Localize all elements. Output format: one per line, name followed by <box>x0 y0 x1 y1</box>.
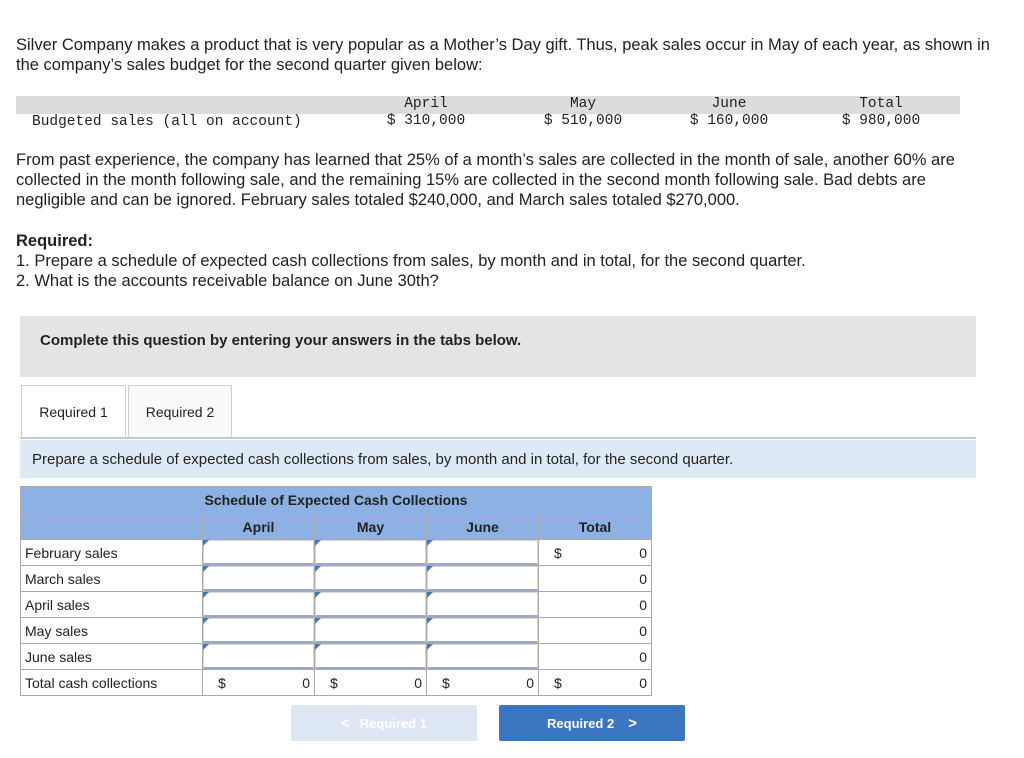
march-april-cell <box>203 566 315 592</box>
collection-pattern-text <box>16 150 1024 210</box>
february-june-cell <box>427 540 539 566</box>
previous-tab-button[interactable] <box>291 705 477 741</box>
required-item-1: 1. Prepare a schedule of expected cash collections from sales, by month and in total, for the second quarter. <box>16 252 806 270</box>
total-value: 0 <box>639 623 647 639</box>
table-row <box>21 540 652 566</box>
total-may-cell <box>315 670 427 696</box>
april-sales-june-cell <box>427 592 539 618</box>
budget-amount: $ 980,000 <box>841 113 921 129</box>
budget-col-april <box>366 96 486 130</box>
budget-month: Total <box>859 96 903 112</box>
june-sales-april-input[interactable] <box>203 644 314 669</box>
budget-amount: $ 310,000 <box>386 113 466 129</box>
chevron-left-icon: < <box>341 714 350 732</box>
april-sales-may-input[interactable] <box>315 592 426 617</box>
february-april-input[interactable] <box>203 540 314 565</box>
required-item-2: 2. What is the accounts receivable balance on June 30th? <box>16 272 439 290</box>
may-sales-may-cell <box>315 618 427 644</box>
june-sales-may-input[interactable] <box>315 644 426 669</box>
budget-col-june <box>669 96 789 130</box>
row-label: June sales <box>21 644 203 670</box>
para-line-3: negligible and can be ignored. February sales totaled $240,000, and March sales totaled $270,000. <box>16 191 740 209</box>
february-june-input[interactable] <box>427 540 538 565</box>
chevron-right-icon: > <box>628 714 637 732</box>
march-may-cell <box>315 566 427 592</box>
intro-text <box>16 35 1024 75</box>
row-label: March sales <box>21 566 203 592</box>
cash-collections-schedule <box>20 486 652 696</box>
header-april: April <box>203 514 315 540</box>
june-sales-june-cell <box>427 644 539 670</box>
april-sales-may-cell <box>315 592 427 618</box>
currency-symbol: $ <box>442 675 450 691</box>
header-total: Total <box>539 514 652 540</box>
table-row <box>21 618 652 644</box>
march-total-cell <box>539 566 652 592</box>
table-row <box>21 644 652 670</box>
total-value: 0 <box>639 597 647 613</box>
april-sales-total-cell <box>539 592 652 618</box>
april-sales-june-input[interactable] <box>427 592 538 617</box>
may-sales-june-cell <box>427 618 539 644</box>
march-june-input[interactable] <box>427 566 538 591</box>
total-may-value: 0 <box>414 675 422 691</box>
budget-col-may <box>523 96 643 130</box>
may-sales-total-cell <box>539 618 652 644</box>
currency-symbol: $ <box>330 675 338 691</box>
required-heading: Required: <box>16 232 94 250</box>
total-april-value: 0 <box>302 675 310 691</box>
intro-line-1: Silver Company makes a product that is very popular as a Mother’s Day gift. Thus, peak sales occur in May of each year, as shown in <box>16 36 990 54</box>
total-value: 0 <box>639 571 647 587</box>
budget-month: June <box>711 96 747 112</box>
total-value: 0 <box>639 649 647 665</box>
april-sales-april-input[interactable] <box>203 592 314 617</box>
row-label: Total cash collections <box>21 670 203 696</box>
budget-col-total <box>821 96 941 130</box>
grand-total-cell <box>539 670 652 696</box>
previous-tab-label: Required 1 <box>359 715 427 731</box>
may-sales-april-input[interactable] <box>203 618 314 643</box>
tab-divider <box>20 437 976 439</box>
total-june-cell <box>427 670 539 696</box>
june-sales-total-cell <box>539 644 652 670</box>
sales-budget-row-label: Budgeted sales (all on account) <box>32 114 302 130</box>
budget-amount: $ 160,000 <box>689 113 769 129</box>
total-value: 0 <box>639 545 647 561</box>
march-may-input[interactable] <box>315 566 426 591</box>
may-sales-april-cell <box>203 618 315 644</box>
february-total-cell <box>539 540 652 566</box>
tab-required-2[interactable]: Required 2 <box>128 385 232 438</box>
next-tab-label: Required 2 <box>547 715 615 731</box>
sales-budget-table <box>16 96 960 132</box>
february-april-cell <box>203 540 315 566</box>
row-label: April sales <box>21 592 203 618</box>
intro-line-2: the company’s sales budget for the second quarter given below: <box>16 56 483 74</box>
para-line-1: From past experience, the company has learned that 25% of a month’s sales are collected in the month of sale, another 60% are <box>16 151 955 169</box>
table-row <box>21 592 652 618</box>
tab-required-1[interactable]: Required 1 <box>21 385 126 438</box>
march-april-input[interactable] <box>203 566 314 591</box>
row-label: February sales <box>21 540 203 566</box>
february-may-input[interactable] <box>315 540 426 565</box>
may-sales-may-input[interactable] <box>315 618 426 643</box>
required-section <box>16 231 806 291</box>
june-sales-may-cell <box>315 644 427 670</box>
next-tab-button[interactable] <box>499 705 685 741</box>
sales-budget-header-bar <box>16 96 960 114</box>
march-june-cell <box>427 566 539 592</box>
february-may-cell <box>315 540 427 566</box>
may-sales-june-input[interactable] <box>427 618 538 643</box>
totals-row <box>21 670 652 696</box>
currency-symbol: $ <box>554 675 562 691</box>
june-sales-april-cell <box>203 644 315 670</box>
grand-total-value: 0 <box>639 675 647 691</box>
june-sales-june-input[interactable] <box>427 644 538 669</box>
schedule-title-row <box>21 487 652 514</box>
budget-month: May <box>569 96 597 112</box>
table-row <box>21 566 652 592</box>
header-may: May <box>315 514 427 540</box>
header-blank <box>21 514 203 540</box>
currency-symbol: $ <box>554 545 562 561</box>
budget-amount: $ 510,000 <box>543 113 623 129</box>
para-line-2: collected in the month following sale, and the remaining 15% are collected in the second month following sale. Bad debts are <box>16 171 926 189</box>
budget-month: April <box>404 96 448 112</box>
currency-symbol: $ <box>218 675 226 691</box>
total-june-value: 0 <box>526 675 534 691</box>
instructions-banner: Complete this question by entering your answers in the tabs below. <box>20 316 976 377</box>
tab-instruction: Prepare a schedule of expected cash collections from sales, by month and in total, for the second quarter. <box>20 440 976 478</box>
total-april-cell <box>203 670 315 696</box>
schedule-header-row <box>21 514 652 540</box>
april-sales-april-cell <box>203 592 315 618</box>
schedule-title: Schedule of Expected Cash Collections <box>21 487 652 514</box>
row-label: May sales <box>21 618 203 644</box>
header-june: June <box>427 514 539 540</box>
